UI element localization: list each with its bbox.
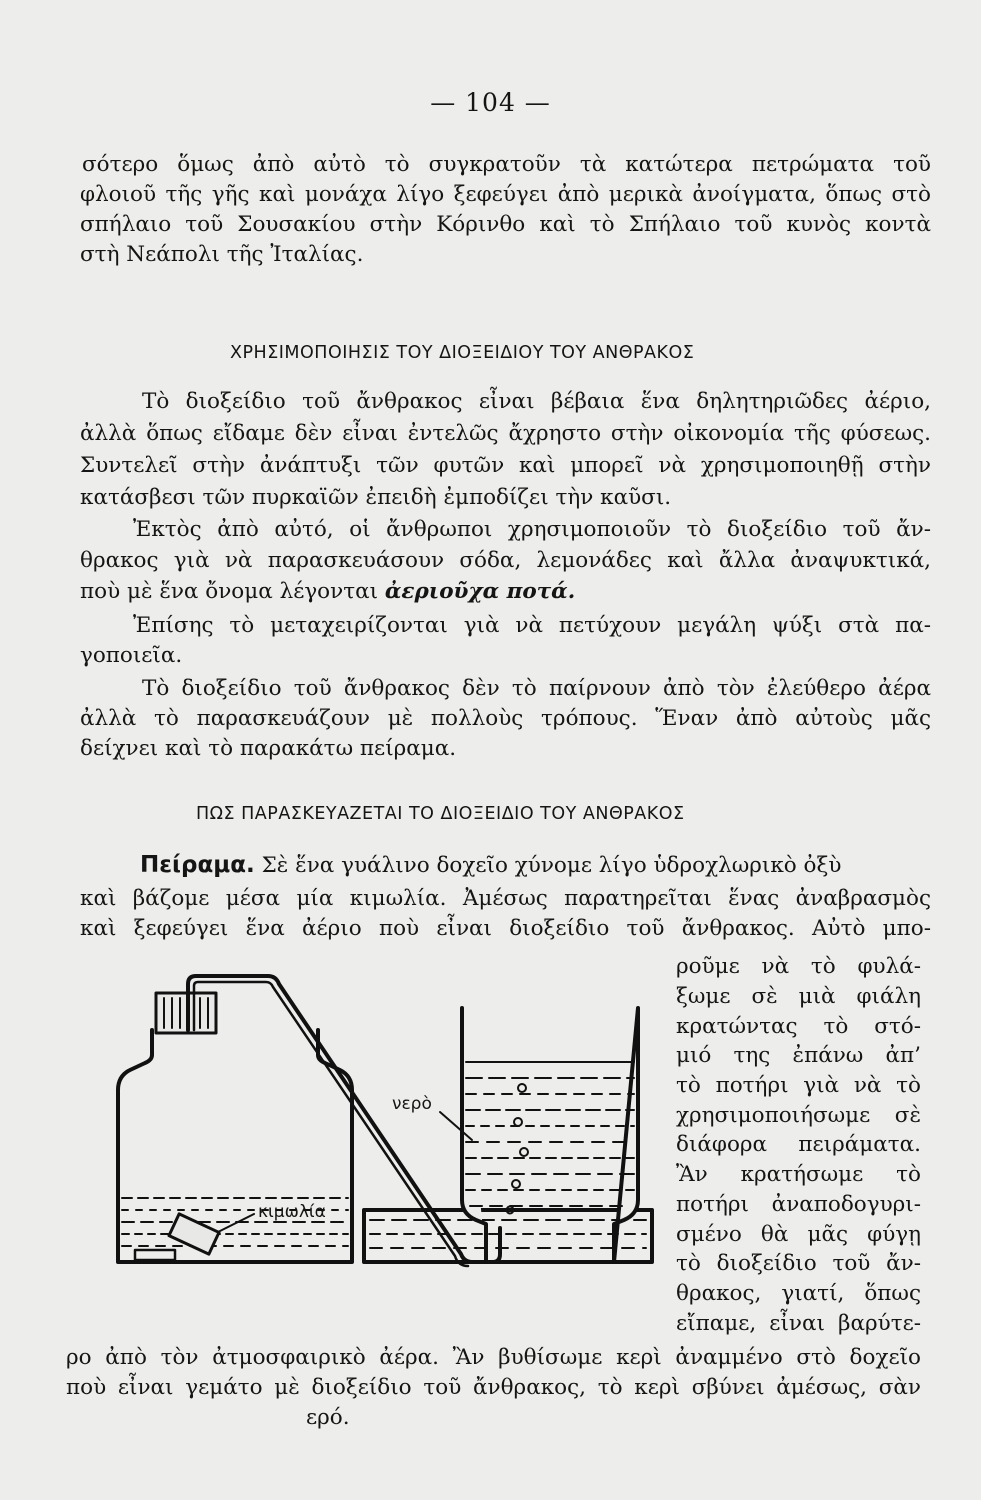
delivery-tube bbox=[188, 976, 500, 1262]
side-line-10: σμένο θὰ μᾶς φύγῃ bbox=[676, 1222, 921, 1247]
carbonated-drinks-term: ἀεριοῦχα ποτά. bbox=[384, 579, 576, 604]
section1-line-9: γοποιεῖα. bbox=[80, 643, 183, 668]
section1-line-7-text: ποὺ μὲ ἕνα ὄνομα λέγονται bbox=[80, 579, 379, 604]
section1-line-4: κατάσβεσι τῶν πυρκαϊῶν ἐπειδὴ ἐμποδίζει τὴν καῦσι. bbox=[80, 485, 672, 510]
glass-water bbox=[466, 1062, 634, 1206]
side-line-2: ξωμε σὲ μιὰ φιάλη bbox=[676, 984, 921, 1009]
chalk-label: κιμωλία bbox=[258, 1202, 326, 1222]
bottle-outline bbox=[118, 1030, 352, 1262]
section1-line-8: Ἐπίσης τὸ μεταχειρίζονται γιὰ νὰ πετύχουν μεγάλη ψύξι στὰ πα- bbox=[133, 613, 931, 638]
side-line-11: τὸ διοξείδιο τοῦ ἄν- bbox=[676, 1251, 921, 1276]
bottom-line-1: ρο ἀπὸ τὸν ἀτμοσφαιρικὸ ἀέρα. Ἂν βυθίσωμε κερὶ ἀναμμένο στὸ δοχεῖο bbox=[66, 1345, 921, 1370]
intro-line-4: στὴ Νεάπολι τῆς Ἰταλίας. bbox=[80, 242, 364, 267]
section1-line-10: Τὸ διοξείδιο τοῦ ἄνθρακος δὲν τὸ παίρνουν ἀπὸ τὸν ἐλεύθερο ἀέρα bbox=[142, 676, 931, 701]
water-label: νερὸ bbox=[392, 1094, 432, 1114]
side-line-6: χρησιμοποιήσωμε σὲ bbox=[676, 1103, 921, 1128]
bottom-line-2: ποὺ εἶναι γεμάτο μὲ διοξείδιο τοῦ ἄνθρακος, τὸ κερὶ σβύνει ἀμέσως, σὰν bbox=[66, 1375, 921, 1400]
side-line-13: εἴπαμε, εἶναι βαρύτε- bbox=[676, 1311, 921, 1336]
section1-line-12: δείχνει καὶ τὸ παρακάτω πείραμα. bbox=[80, 736, 457, 761]
intro-line-2: φλοιοῦ τῆς γῆς καὶ μονάχα λίγο ξεφεύγει ἀπὸ μερικὰ ἀνοίγματα, ὅπως στὸ bbox=[80, 182, 931, 207]
side-line-12: θρακος, γιατί, ὅπως bbox=[676, 1281, 921, 1306]
experiment-line-2: καὶ βάζομε μέσα μία κιμωλία. Ἀμέσως παρατηρεῖται ἕνας ἀναβρασμὸς bbox=[80, 886, 931, 911]
page-number: — 104 — bbox=[430, 88, 551, 117]
section1-line-11: ἀλλὰ τὸ παρασκευάζουν μὲ πολλοὺς τρόπους. Ἕναν ἀπὸ αὐτοὺς μᾶς bbox=[80, 706, 931, 731]
side-line-8: Ἂν κρατήσωμε τὸ bbox=[676, 1162, 921, 1187]
side-line-4: μιό της ἐπάνω ἀπ’ bbox=[676, 1043, 921, 1068]
water-trough bbox=[364, 1210, 652, 1262]
chalk-piece bbox=[169, 1214, 219, 1254]
side-line-7: διάφορα πειράματα. bbox=[676, 1132, 921, 1157]
gas-bubbles bbox=[507, 1084, 529, 1214]
section1-line-5: Ἐκτὸς ἀπὸ αὐτό, οἱ ἄνθρωποι χρησιμοποιοῦν τὸ διοξείδιο τοῦ ἄν- bbox=[133, 517, 931, 542]
section1-line-1: Τὸ διοξείδιο τοῦ ἄνθρακος εἶναι βέβαια ἕνα δηλητηριῶδες ἀέριο, bbox=[142, 389, 931, 414]
intro-line-3: σπήλαιο τοῦ Σουσακίου στὴν Κόρινθο καὶ τὸ Σπήλαιο τοῦ κυνὸς κοντὰ bbox=[80, 212, 931, 237]
section1-line-6: θρακος γιὰ νὰ παρασκευάσουν σόδα, λεμονάδες καὶ ἄλλα ἀναψυκτικά, bbox=[80, 548, 931, 573]
side-line-5: τὸ ποτήρι γιὰ νὰ τὸ bbox=[676, 1073, 921, 1098]
section-heading-preparation: ΠΩΣ ΠΑΡΑΣΚΕΥΑΖΕΤΑΙ ΤΟ ΔΙΟΞΕΙΔΙΟ ΤΟΥ ΑΝΘΡΑΚΟΣ bbox=[196, 804, 685, 824]
section-heading-uses: ΧΡΗΣΙΜΟΠΟΙΗΣΙΣ ΤΟΥ ΔΙΟΞΕΙΔΙΟΥ ΤΟΥ ΑΝΘΡΑΚΟΣ bbox=[230, 343, 695, 363]
experiment-lead: Πείραμα. bbox=[140, 852, 255, 878]
inverted-glass bbox=[462, 1008, 638, 1262]
experiment-line-1-text: Σὲ ἕνα γυάλινο δοχεῖο χύνομε λίγο ὑδροχλωρικὸ ὀξὺ bbox=[261, 853, 842, 878]
side-line-1: ροῦμε νὰ τὸ φυλά- bbox=[676, 954, 921, 979]
experiment-line-3: καὶ ξεφεύγει ἕνα ἀέριο ποὺ εἶναι διοξείδιο τοῦ ἄνθρακος. Αὐτὸ μπο- bbox=[80, 916, 931, 941]
section1-line-3: Συντελεῖ στὴν ἀνάπτυξι τῶν φυτῶν καὶ μπορεῖ νὰ χρησιμοποιηθῇ στὴν bbox=[80, 453, 931, 478]
bottom-line-3: ερό. bbox=[306, 1405, 350, 1430]
side-line-3: κρατώντας τὸ στό- bbox=[676, 1014, 921, 1039]
section1-line-2: ἀλλὰ ὅπως εἴδαμε δὲν εἶναι ἐντελῶς ἄχρηστο στὴν οἰκονομία τῆς φύσεως. bbox=[80, 421, 931, 446]
intro-line-1: σότερο ὅμως ἀπὸ αὐτὸ τὸ συγκρατοῦν τὰ κατώτερα πετρώματα τοῦ bbox=[82, 152, 931, 177]
side-line-9: ποτήρι ἀναποδογυρι- bbox=[676, 1192, 921, 1217]
